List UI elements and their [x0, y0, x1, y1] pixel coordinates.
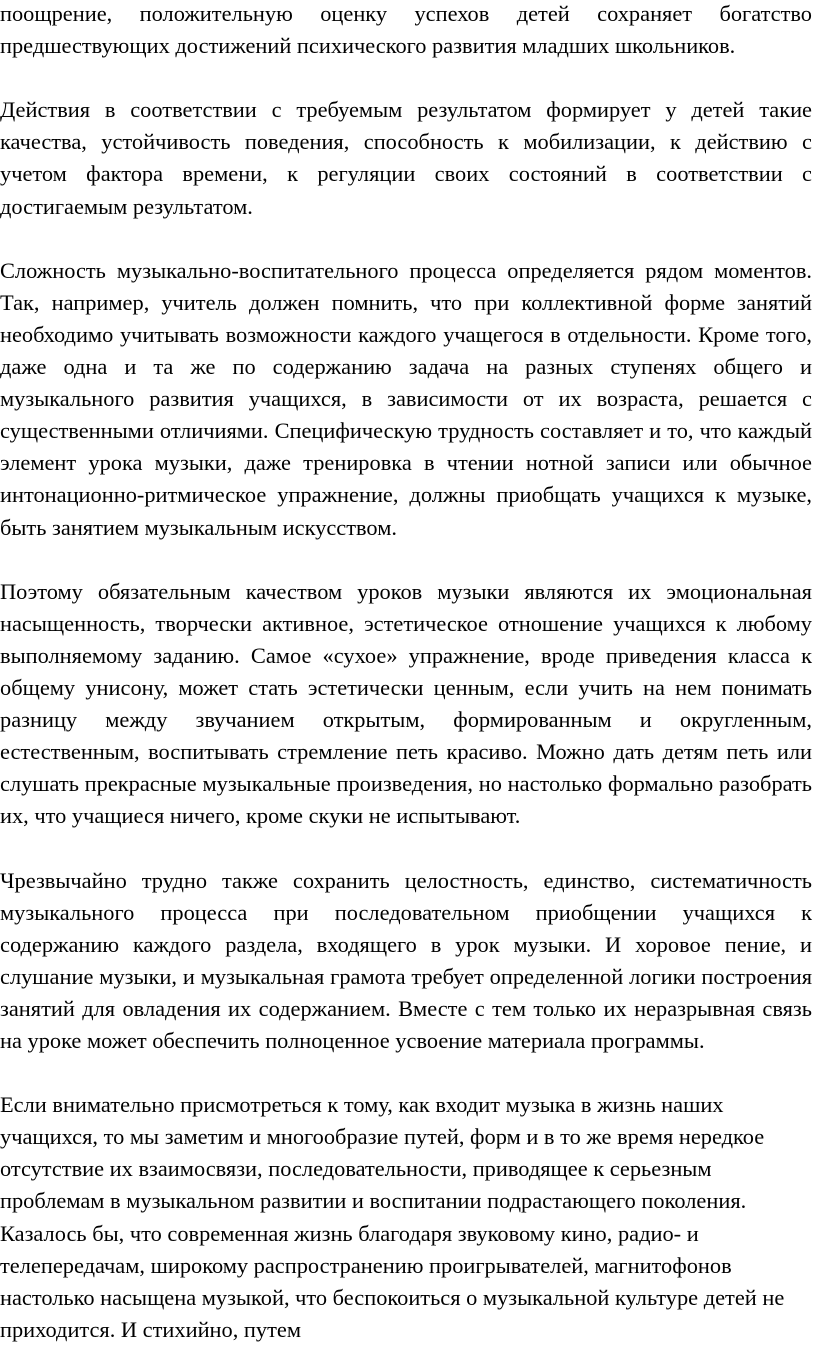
paragraph-1: поощрение, положительную оценку успехов детей сохраняет богатство предшествующих достижений психического развития младших школьников. [0, 1, 812, 59]
paragraph-2: Действия в соответствии с требуемым результатом формирует у детей такие качества, устойчивость поведения, способность к мобилизации, к действию с учетом фактора времени, к регуляции своих состояний в соответствии с достигаемым результатом. [0, 97, 812, 219]
paragraph-3: Сложность музыкально-воспитательного процесса определяется рядом моментов. Так, например, учитель должен помнить, что при коллективной форме занятий необходимо учитывать возможности каждого учащегося в отдельности. Кроме того, даже одна и та же по содержанию задача на разных ступенях общего и музыкального развития учащихся, в зависимости от их возраста, решается с существенными отличиями. Специфическую трудность составляет и то, что каждый элемент урока музыки, даже тренировка в чтении нотной записи или обычное интонационно-ритмическое упражнение, должны приобщать учащихся к музыке, быть занятием музыкальным искусством. [0, 257, 812, 540]
paragraph-5: Чрезвычайно трудно также сохранить целостность, единство, систематичность музыкального процесса при последовательном приобщении учащихся к содержанию каждого раздела, входящего в урок музыки. И хоровое пение, и слушание музыки, и музыкальная грамота требует определенной логики построения занятий для овладения их содержанием. Вместе с тем только их неразрывная связь на уроке может обеспечить полноценное усвоение материала программы. [0, 867, 812, 1053]
paragraph-4: Поэтому обязательным качеством уроков музыки являются их эмоциональная насыщенность, творчески активное, эстетическое отношение учащихся к любому выполняемому заданию. Самое «сухое» упражнение, вроде приведения класса к общему унисону, может стать эстетически ценным, если учить на нем понимать разницу между звучанием открытым, формированным и округленным, естественным, воспитывать стремление петь красиво. Можно дать детям петь или слушать прекрасные музыкальные произведения, но настолько формально разобрать их, что учащиеся ничего, кроме скуки не испытывают. [0, 578, 812, 829]
paragraph-6: Если внимательно присмотреться к тому, как входит музыка в жизнь наших учащихся, то мы заметим и многообразие путей, форм и в то же время нередкое отсутствие их взаимосвязи, последовательности, приводящее к серьезным проблемам в музыкальном развитии и воспитании подрастающего поколения. Казалось бы, что современная жизнь благодаря звуковому кино, радио- и телепередачам, широкому распространению проигрывателей, магнитофонов настолько насыщена музыкой, что беспокоиться о музыкальной культуре детей не приходится. И стихийно, путем [0, 1092, 785, 1342]
